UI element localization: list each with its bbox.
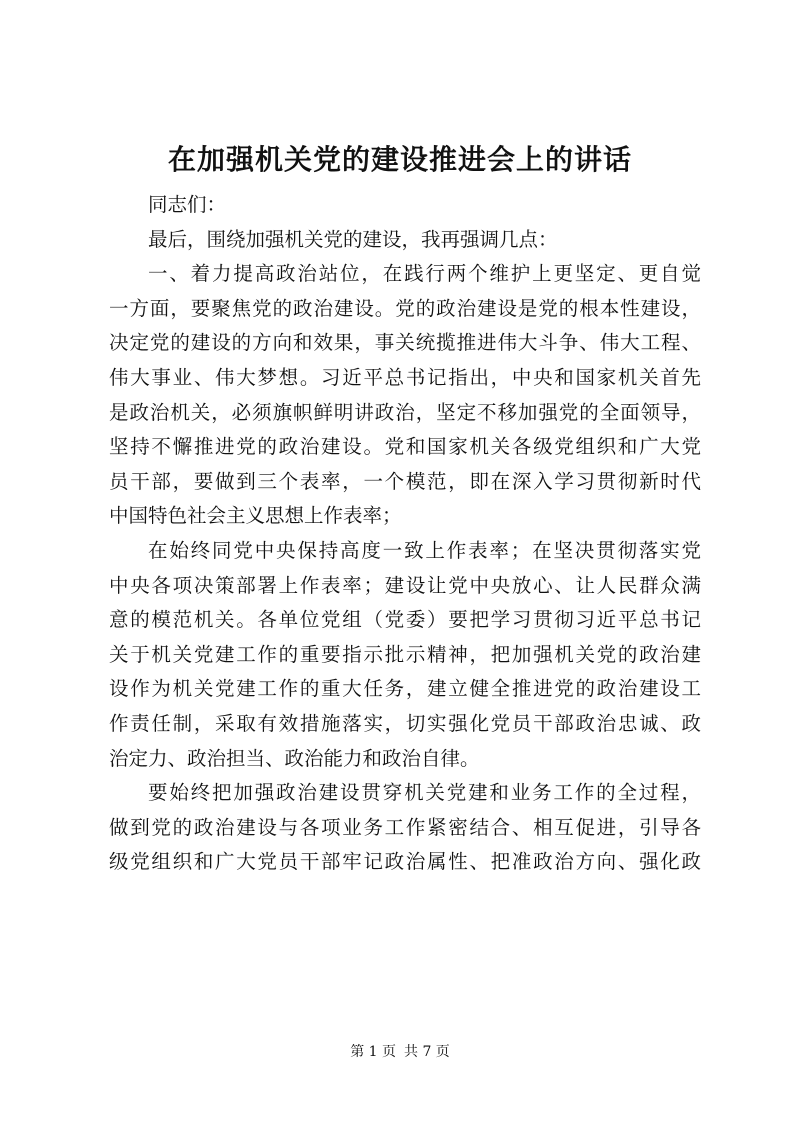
paragraph-line: 中央各项决策部署上作表率；建设让党中央放心、让人民群众满: [109, 573, 701, 597]
paragraph-line: 作责任制，采取有效措施落实，切实强化党员干部政治忠诚、政: [109, 711, 701, 735]
paragraph-line: 治定力、政治担当、政治能力和政治自律。: [109, 746, 480, 770]
paragraph-line: 做到党的政治建设与各项业务工作紧密结合、相互促进，引导各: [109, 815, 701, 839]
paragraph-line: 设作为机关党建工作的重大任务，建立健全推进党的政治建设工: [109, 677, 701, 701]
paragraph-line: 伟大事业、伟大梦想。习近平总书记指出，中央和国家机关首先: [109, 365, 701, 389]
paragraph-salutation: 同志们：: [148, 193, 227, 216]
paragraph-line: 关于机关党建工作的重要指示批示精神，把加强机关党的政治建: [109, 642, 701, 666]
page-number: 第 1 页: [350, 1044, 396, 1060]
paragraph-intro: 最后，围绕加强机关党的建设，我再强调几点：: [148, 227, 558, 251]
paragraph-line: 决定党的建设的方向和效果，事关统揽推进伟大斗争、伟大工程、: [109, 331, 701, 355]
paragraph-line: 在始终同党中央保持高度一致上作表率；在坚决贯彻落实党: [148, 538, 701, 562]
paragraph-line: 一、着力提高政治站位，在践行两个维护上更坚定、更自觉: [148, 262, 701, 286]
paragraph-line: 员干部，要做到三个表率，一个模范，即在深入学习贯彻新时代: [109, 469, 701, 493]
paragraph-line: 中国特色社会主义思想上作表率；: [109, 504, 402, 528]
page-total: 共 7 页: [404, 1044, 450, 1060]
paragraph-line: 意的模范机关。各单位党组（党委）要把学习贯彻习近平总书记: [109, 608, 701, 632]
paragraph-line: 要始终把加强政治建设贯穿机关党建和业务工作的全过程，: [148, 781, 701, 805]
paragraph-line: 一方面，要聚焦党的政治建设。党的政治建设是党的根本性建设，: [109, 296, 701, 320]
paragraph-line: 坚持不懈推进党的政治建设。党和国家机关各级党组织和广大党: [109, 435, 701, 459]
document-body: [109, 188, 701, 880]
page-footer: [0, 1042, 800, 1062]
paragraph-line: 级党组织和广大党员干部牢记政治属性、把准政治方向、强化政: [109, 850, 701, 874]
page-title: 在加强机关党的建设推进会上的讲话: [167, 143, 632, 176]
paragraph-line: 是政治机关，必须旗帜鲜明讲政治，坚定不移加强党的全面领导，: [109, 400, 701, 424]
